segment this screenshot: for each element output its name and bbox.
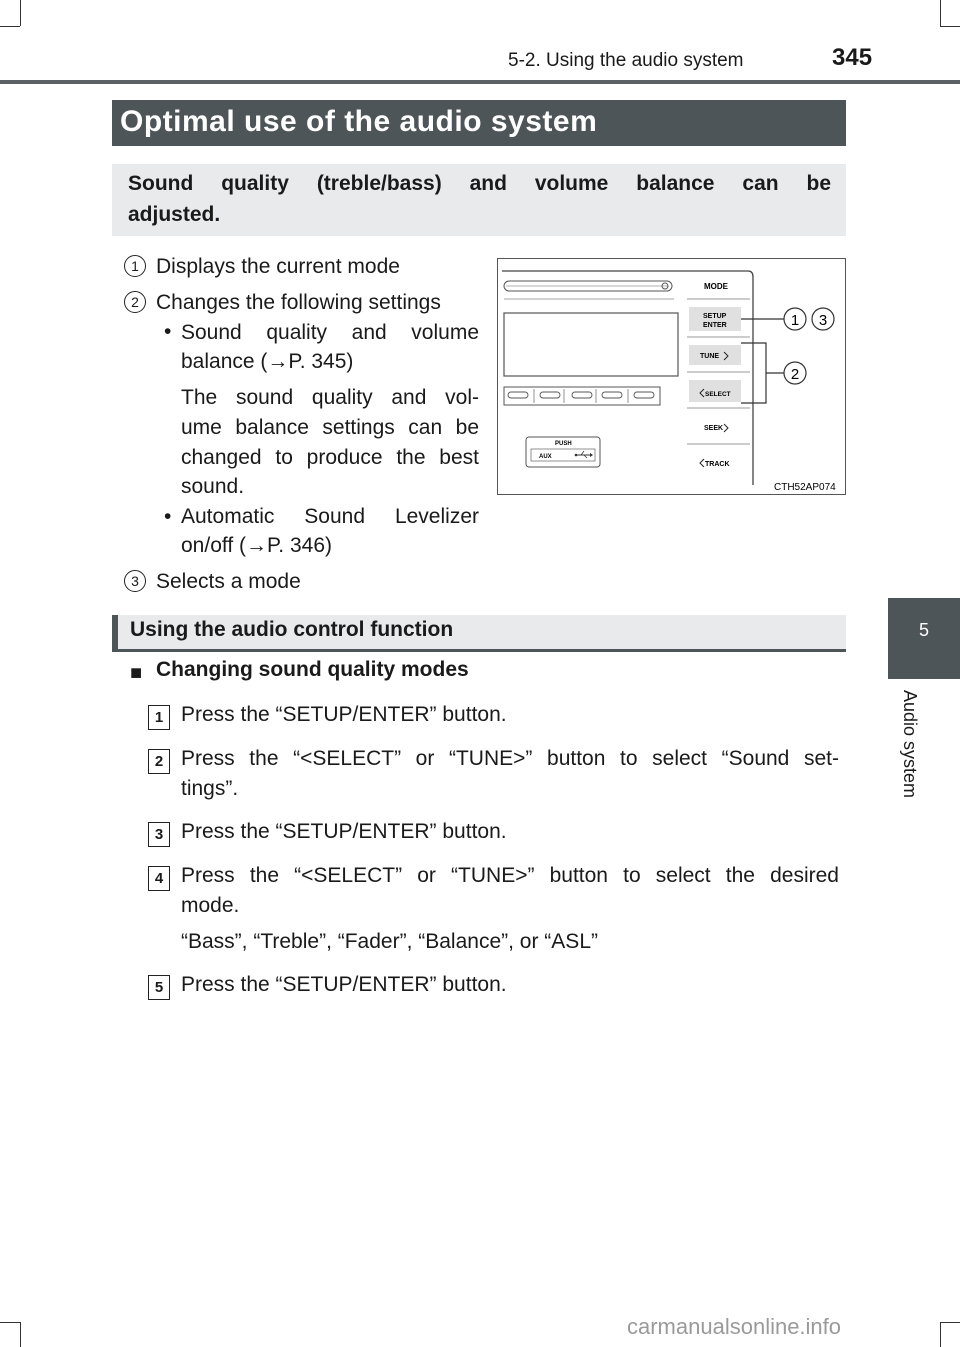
audio-panel-illustration bbox=[498, 259, 844, 493]
setup-button-label: SETUP bbox=[703, 313, 727, 320]
step-2-text-line-2: tings”. bbox=[181, 777, 239, 800]
step-number-3: 3 bbox=[148, 822, 170, 847]
subsection-accent bbox=[112, 615, 118, 652]
crop-mark bbox=[940, 1322, 941, 1347]
page-number: 345 bbox=[832, 44, 873, 71]
callout-2: 2 bbox=[790, 366, 800, 383]
usb-icon bbox=[575, 451, 593, 458]
step-4-text-line-2: mode. bbox=[181, 894, 240, 917]
item-text-1: Displays the current mode bbox=[156, 255, 400, 278]
chapter-tab bbox=[888, 598, 960, 679]
bullet-1-line-1: Sound quality and volume bbox=[181, 321, 479, 344]
step-4-text-line-1: Press the “<SELECT” or “TUNE>” button to select the desired bbox=[181, 864, 839, 887]
chapter-number: 5 bbox=[918, 620, 929, 640]
chapter-label: Audio system bbox=[900, 690, 920, 799]
crop-mark bbox=[0, 1322, 20, 1323]
select-button: SELECT bbox=[705, 391, 731, 398]
crop-mark bbox=[940, 0, 941, 26]
chevron-left-icon bbox=[700, 459, 704, 467]
intro-box bbox=[112, 164, 846, 236]
section-header: 5-2. Using the audio system bbox=[508, 50, 744, 71]
bullet-marker: • bbox=[164, 320, 172, 343]
crop-mark bbox=[20, 0, 21, 26]
step-5-text: Press the “SETUP/ENTER” button. bbox=[181, 973, 507, 996]
bullet-1-note-line-4: sound. bbox=[181, 475, 245, 498]
page-title: Optimal use of the audio system bbox=[120, 105, 598, 138]
crop-mark bbox=[0, 26, 20, 27]
chevron-right-icon bbox=[724, 424, 728, 432]
step-number-4: 4 bbox=[148, 866, 170, 891]
step-1-text: Press the “SETUP/ENTER” button. bbox=[181, 703, 507, 726]
mode-button: MODE bbox=[704, 282, 728, 291]
step-number-1: 1 bbox=[148, 705, 170, 730]
enter-button-label: ENTER bbox=[703, 322, 727, 329]
tune-button: TUNE bbox=[700, 353, 720, 360]
header-rule bbox=[0, 80, 960, 84]
step-3-text: Press the “SETUP/ENTER” button. bbox=[181, 820, 507, 843]
watermark: carmanualsonline.info bbox=[627, 1314, 842, 1339]
aux-label: AUX bbox=[539, 454, 552, 460]
crop-mark bbox=[940, 1322, 960, 1323]
intro-text: Sound quality (treble/bass) and volume balance can be adjusted. bbox=[128, 172, 831, 226]
step-4-note: “Bass”, “Treble”, “Fader”, “Balance”, or “ASL” bbox=[181, 930, 598, 953]
bullet-1-note-line-1: The sound quality and vol- bbox=[181, 386, 479, 409]
crop-mark bbox=[20, 1322, 21, 1347]
callout-1: 1 bbox=[790, 312, 800, 329]
bullet-1-note-line-2: ume balance settings can be bbox=[181, 416, 479, 439]
audio-panel-figure bbox=[497, 258, 846, 495]
track-button: TRACK bbox=[705, 461, 730, 468]
subsection-bar bbox=[112, 615, 846, 652]
push-label: PUSH bbox=[555, 441, 572, 447]
item-number-1: 1 bbox=[124, 255, 146, 277]
crop-mark bbox=[940, 26, 960, 27]
callout-3: 3 bbox=[818, 312, 828, 329]
figure-code: CTH52AP074 bbox=[774, 482, 836, 493]
square-bullet: ■ bbox=[130, 662, 143, 684]
bullet-marker: • bbox=[164, 505, 172, 528]
item-text-2: Changes the following settings bbox=[156, 291, 441, 314]
step-number-2: 2 bbox=[148, 749, 170, 774]
bullet-2-line-1: Automatic Sound Levelizer bbox=[181, 505, 479, 528]
item-number-3: 3 bbox=[124, 570, 146, 592]
bullet-1-note-line-3: changed to produce the best bbox=[181, 446, 479, 469]
item-text-3: Selects a mode bbox=[156, 570, 301, 593]
seek-button: SEEK bbox=[704, 425, 724, 432]
subsection-title: Using the audio control function bbox=[130, 618, 454, 641]
bullet-1-line-2: balance (→P. 345) bbox=[181, 350, 354, 373]
procedure-heading: Changing sound quality modes bbox=[156, 658, 469, 681]
step-2-text-line-1: Press the “<SELECT” or “TUNE>” button to select “Sound set- bbox=[181, 747, 839, 770]
item-number-2: 2 bbox=[124, 291, 146, 313]
step-number-5: 5 bbox=[148, 975, 170, 1000]
bullet-2-line-2: on/off (→P. 346) bbox=[181, 534, 332, 557]
page-title-bar bbox=[112, 100, 846, 146]
